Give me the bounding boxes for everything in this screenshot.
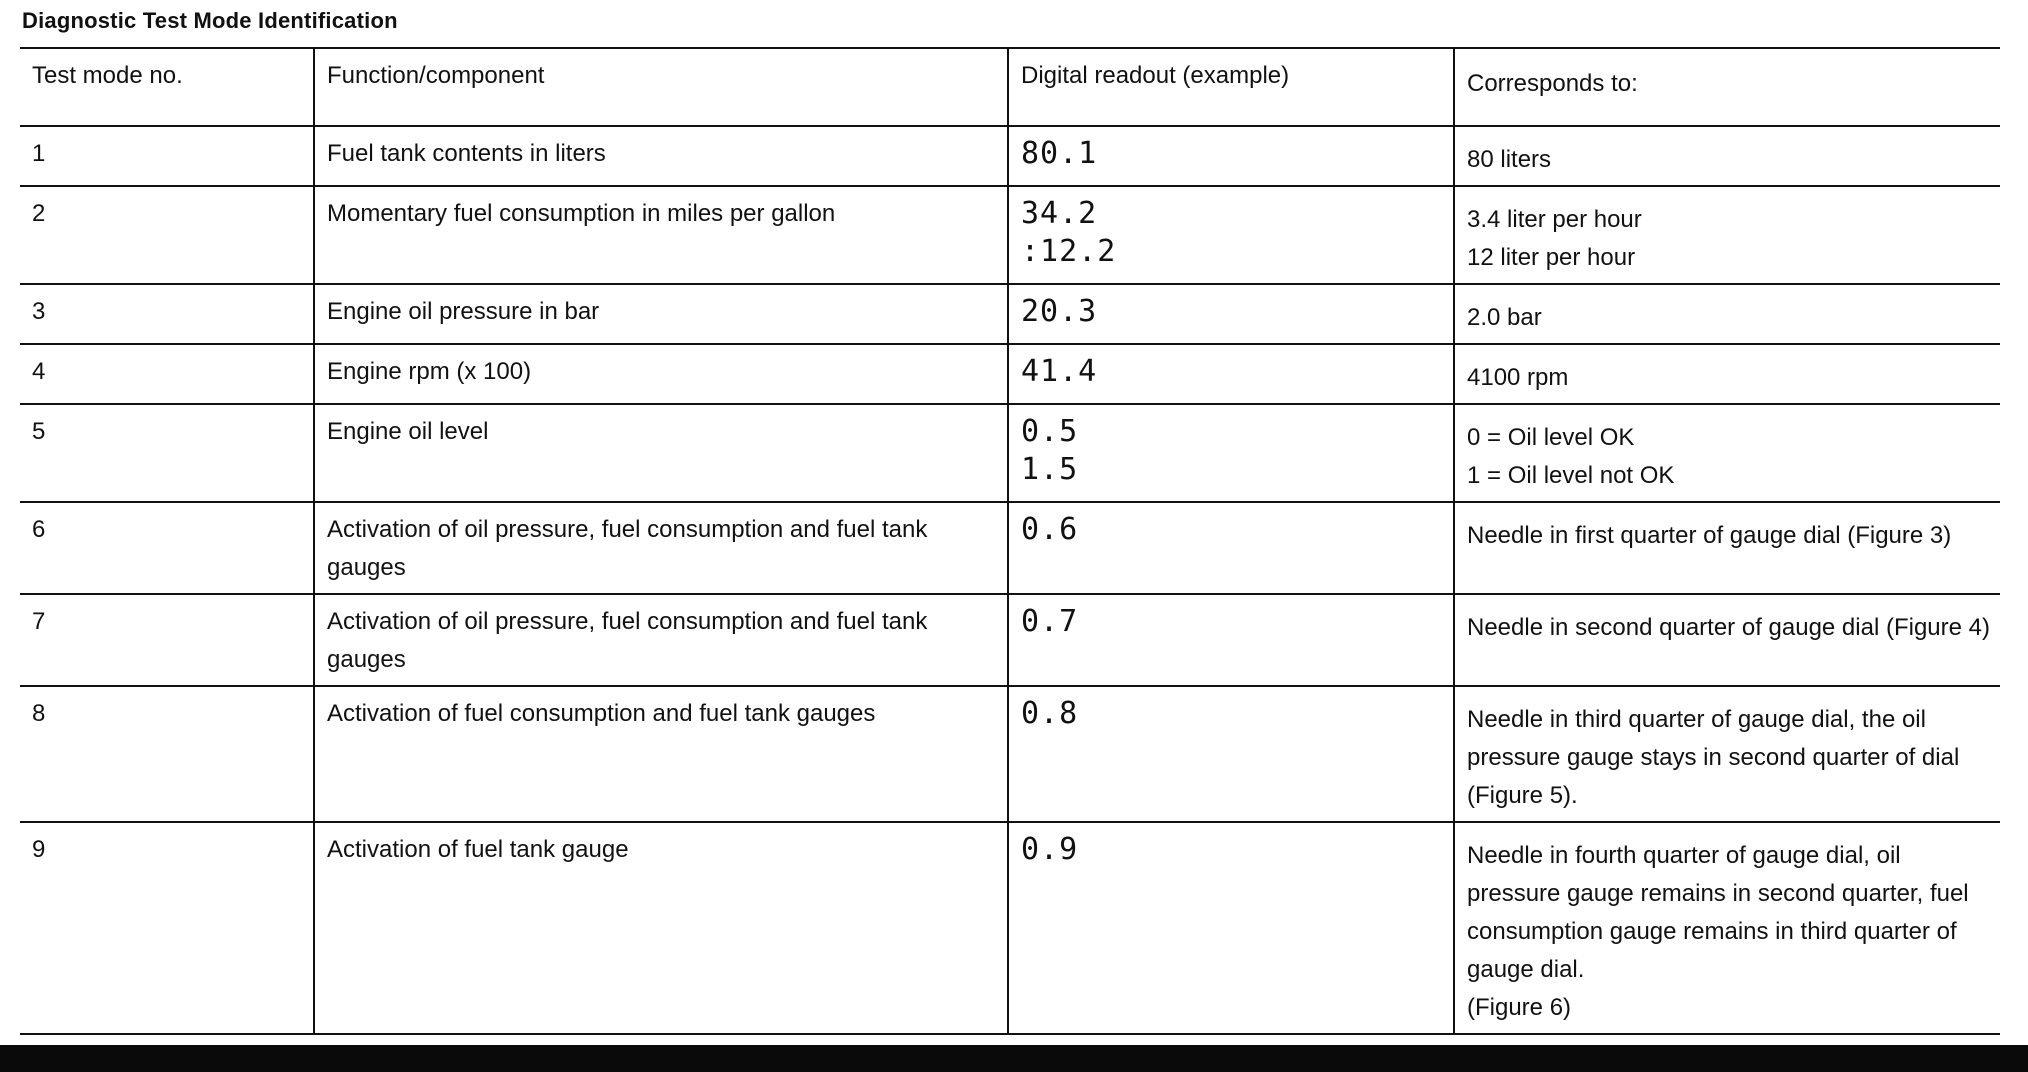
corresponds-line: 1 = Oil level not OK (1467, 462, 1675, 489)
readout-cell (1008, 594, 1454, 686)
readout-cell (1008, 126, 1454, 186)
header-corresponds-to: Corresponds to: (1454, 48, 2000, 126)
corresponds-line: Needle in third quarter of gauge dial, the oil pressure gauge stays in second quarter of dial (Figure 5). (1467, 706, 1960, 809)
test-mode-number: 1 (20, 126, 314, 186)
readout-cell (1008, 502, 1454, 594)
table-row (20, 594, 2000, 686)
bottom-border-bar (0, 1045, 2028, 1072)
corresponds-cell (1454, 186, 2000, 284)
corresponds-cell (1454, 344, 2000, 404)
function-cell: Engine oil pressure in bar (314, 284, 1008, 344)
corresponds-line: 4100 rpm (1467, 364, 1569, 391)
corresponds-cell (1454, 686, 2000, 822)
corresponds-line: 12 liter per hour (1467, 244, 1636, 271)
function-cell: Activation of fuel consumption and fuel tank gauges (314, 686, 1008, 822)
corresponds-line: 80 liters (1467, 146, 1552, 173)
table-row (20, 186, 2000, 284)
corresponds-line: Needle in fourth quarter of gauge dial, oil pressure gauge remains in second quarter, fuel consumption gauge remains in third quarter of gauge dial. (1467, 842, 1969, 983)
corresponds-line: (Figure 6) (1467, 994, 1572, 1021)
test-mode-number: 4 (20, 344, 314, 404)
digital-readout: 41.4 (1021, 354, 1098, 389)
table-row (20, 126, 2000, 186)
corresponds-line: Needle in first quarter of gauge dial (Figure 3) (1467, 522, 1952, 549)
corresponds-line: Needle in second quarter of gauge dial (Figure 4) (1467, 614, 1990, 641)
digital-readout: 0.6 (1021, 512, 1079, 547)
table-row (20, 502, 2000, 594)
header-row (20, 48, 2000, 126)
header-function-component: Function/component (314, 48, 1008, 126)
test-mode-number: 3 (20, 284, 314, 344)
corresponds-cell (1454, 404, 2000, 502)
readout-cell (1008, 822, 1454, 1034)
readout-cell (1008, 344, 1454, 404)
corresponds-cell (1454, 594, 2000, 686)
document-title: Diagnostic Test Mode Identification (22, 8, 398, 33)
digital-readout: 1.5 (1021, 452, 1079, 487)
readout-cell (1008, 686, 1454, 822)
digital-readout: 0.5 (1021, 414, 1079, 449)
corresponds-cell (1454, 822, 2000, 1034)
readout-cell (1008, 404, 1454, 502)
function-cell: Activation of fuel tank gauge (314, 822, 1008, 1034)
table-row (20, 284, 2000, 344)
function-cell: Engine oil level (314, 404, 1008, 502)
digital-readout: 34.2 (1021, 196, 1098, 231)
table-row (20, 686, 2000, 822)
test-mode-number: 9 (20, 822, 314, 1034)
table-row (20, 344, 2000, 404)
corresponds-cell (1454, 284, 2000, 344)
test-mode-number: 7 (20, 594, 314, 686)
function-cell: Momentary fuel consumption in miles per gallon (314, 186, 1008, 284)
function-cell: Fuel tank contents in liters (314, 126, 1008, 186)
readout-cell (1008, 284, 1454, 344)
table-row (20, 404, 2000, 502)
table-row (20, 822, 2000, 1034)
function-cell: Engine rpm (x 100) (314, 344, 1008, 404)
digital-readout: 20.3 (1021, 294, 1098, 329)
digital-readout: 0.8 (1021, 696, 1079, 731)
diagnostic-test-mode-table (20, 47, 2000, 1035)
corresponds-line: 3.4 liter per hour (1467, 206, 1642, 233)
header-test-mode-no: Test mode no. (20, 48, 314, 126)
function-cell: Activation of oil pressure, fuel consumption and fuel tank gauges (314, 594, 1008, 686)
header-digital-readout: Digital readout (example) (1008, 48, 1454, 126)
readout-cell (1008, 186, 1454, 284)
digital-readout: :12.2 (1021, 234, 1117, 269)
test-mode-number: 6 (20, 502, 314, 594)
digital-readout: 80.1 (1021, 136, 1098, 171)
digital-readout: 0.9 (1021, 832, 1079, 867)
corresponds-cell (1454, 502, 2000, 594)
test-mode-number: 2 (20, 186, 314, 284)
test-mode-number: 8 (20, 686, 314, 822)
corresponds-line: 2.0 bar (1467, 304, 1542, 331)
corresponds-cell (1454, 126, 2000, 186)
test-mode-number: 5 (20, 404, 314, 502)
digital-readout: 0.7 (1021, 604, 1079, 639)
function-cell: Activation of oil pressure, fuel consumption and fuel tank gauges (314, 502, 1008, 594)
corresponds-line: 0 = Oil level OK (1467, 424, 1635, 451)
